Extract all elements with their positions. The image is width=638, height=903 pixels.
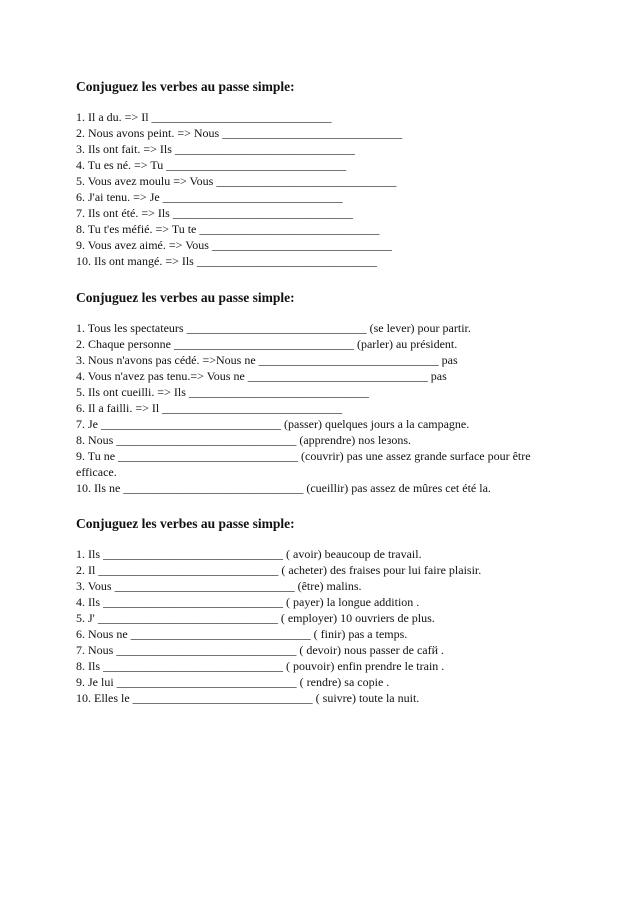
exercise-section-2 <box>76 290 556 496</box>
exercise-line: 9. Vous avez aimé. => Vous ______________________________ <box>76 238 392 252</box>
exercise-line: 6. Nous ne ______________________________ ( finir) pas a temps. <box>76 627 408 641</box>
exercise-line: 5. Vous avez moulu => Vous ______________________________ <box>76 174 397 188</box>
exercise-line: 4. Vous n'avez pas tenu.=> Vous ne ______________________________ pas <box>76 369 447 383</box>
exercise-line: 8. Ils ______________________________ ( pouvoir) enfin prendre le train . <box>76 659 445 673</box>
section-heading: Conjuguez les verbes au passe simple: <box>76 79 295 94</box>
exercise-line: 4. Tu es né. => Tu ______________________________ <box>76 158 347 172</box>
exercise-line: 7. Ils ont été. => Ils ______________________________ <box>76 206 353 220</box>
section-heading: Conjuguez les verbes au passe simple: <box>76 290 295 305</box>
exercise-line: 1. Tous les spectateurs ______________________________ (se lever) pour partir. <box>76 321 471 335</box>
exercise-line: 1. Il a du. => Il ______________________________ <box>76 110 332 124</box>
exercise-line: 2. Il ______________________________ ( acheter) des fraises pour lui faire plaisir. <box>76 563 482 577</box>
exercise-line: 10. Ils ne ______________________________ (cueillir) pas assez de mûres cet été la. <box>76 481 491 495</box>
exercise-line: 3. Nous n'avons pas cédé. =>Nous ne ______________________________ pas <box>76 353 458 367</box>
exercise-line: 2. Chaque personne ______________________________ (parler) au président. <box>76 337 458 351</box>
exercise-line: 5. Ils ont cueilli. => Ils ______________________________ <box>76 385 369 399</box>
exercise-line: 7. Nous ______________________________ ( devoir) nous passer de cafй . <box>76 643 445 657</box>
exercise-line: 9. Tu ne ______________________________ (couvrir) pas une assez grande surface pour être efficace. <box>76 449 531 479</box>
exercise-line: 5. J' ______________________________ ( employer) 10 ouvriers de plus. <box>76 611 435 625</box>
exercise-line: 4. Ils ______________________________ ( payer) la longue addition . <box>76 595 420 609</box>
exercise-section-1 <box>76 79 556 269</box>
exercise-line: 6. J'ai tenu. => Je ______________________________ <box>76 190 343 204</box>
exercise-section-3 <box>76 516 556 706</box>
exercise-line: 6. Il a failli. => Il ______________________________ <box>76 401 343 415</box>
exercise-line: 8. Tu t'es méfié. => Tu te ______________________________ <box>76 222 380 236</box>
exercise-line: 3. Vous ______________________________ (être) malins. <box>76 579 362 593</box>
exercise-line: 2. Nous avons peint. => Nous ______________________________ <box>76 126 403 140</box>
exercise-line: 10. Elles le ______________________________ ( suivre) toute la nuit. <box>76 691 420 705</box>
exercise-line: 10. Ils ont mangé. => Ils ______________________________ <box>76 254 377 268</box>
section-heading: Conjuguez les verbes au passe simple: <box>76 516 295 531</box>
exercise-line: 1. Ils ______________________________ ( avoir) beaucoup de travail. <box>76 547 422 561</box>
exercise-line: 8. Nous ______________________________ (apprendre) nos leзons. <box>76 433 412 447</box>
exercise-line: 9. Je lui ______________________________ ( rendre) sa copie . <box>76 675 390 689</box>
exercise-line: 3. Ils ont fait. => Ils ______________________________ <box>76 142 355 156</box>
exercise-line: 7. Je ______________________________ (passer) quelques jours a la campagne. <box>76 417 470 431</box>
